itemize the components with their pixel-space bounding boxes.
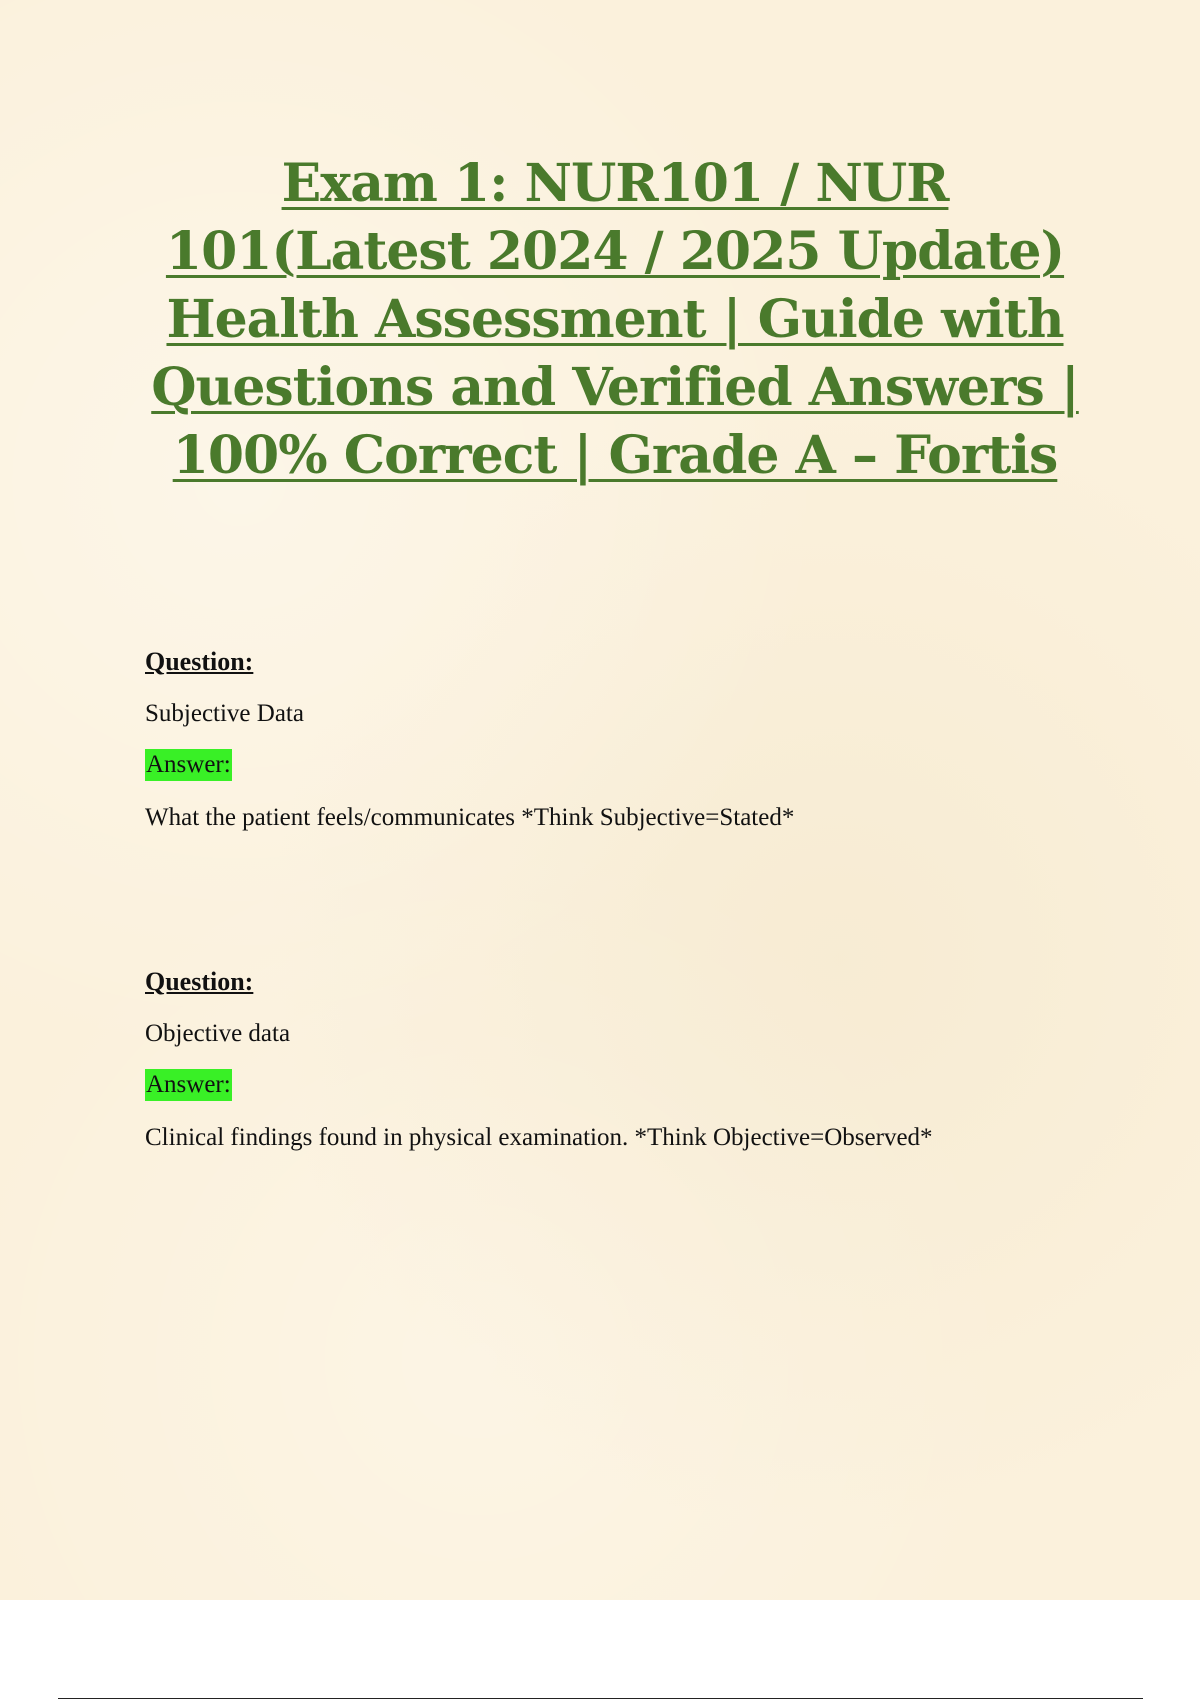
question-text: Objective data xyxy=(145,1020,291,1047)
question-text: Subjective Data xyxy=(145,700,304,727)
document-title: Exam 1: NUR101 / NUR 101(Latest 2024 / 2025 Update) Health Assessment | Guide with Questions and Verified Answers | 100% Correct | Grade A – Fortis xyxy=(151,153,1079,486)
answer-text: What the patient feels/communicates *Think Subjective=Stated* xyxy=(145,804,795,831)
qa-block-1 xyxy=(145,645,1125,835)
answer-text: Clinical findings found in physical examination. *Think Objective=Observed* xyxy=(145,1124,933,1151)
question-label: Question: xyxy=(145,647,254,676)
answer-label: Answer: xyxy=(145,749,232,781)
question-label: Question: xyxy=(145,967,254,996)
answer-label: Answer: xyxy=(145,1069,232,1101)
footer-divider xyxy=(58,1698,1143,1699)
qa-block-2 xyxy=(145,965,1125,1155)
